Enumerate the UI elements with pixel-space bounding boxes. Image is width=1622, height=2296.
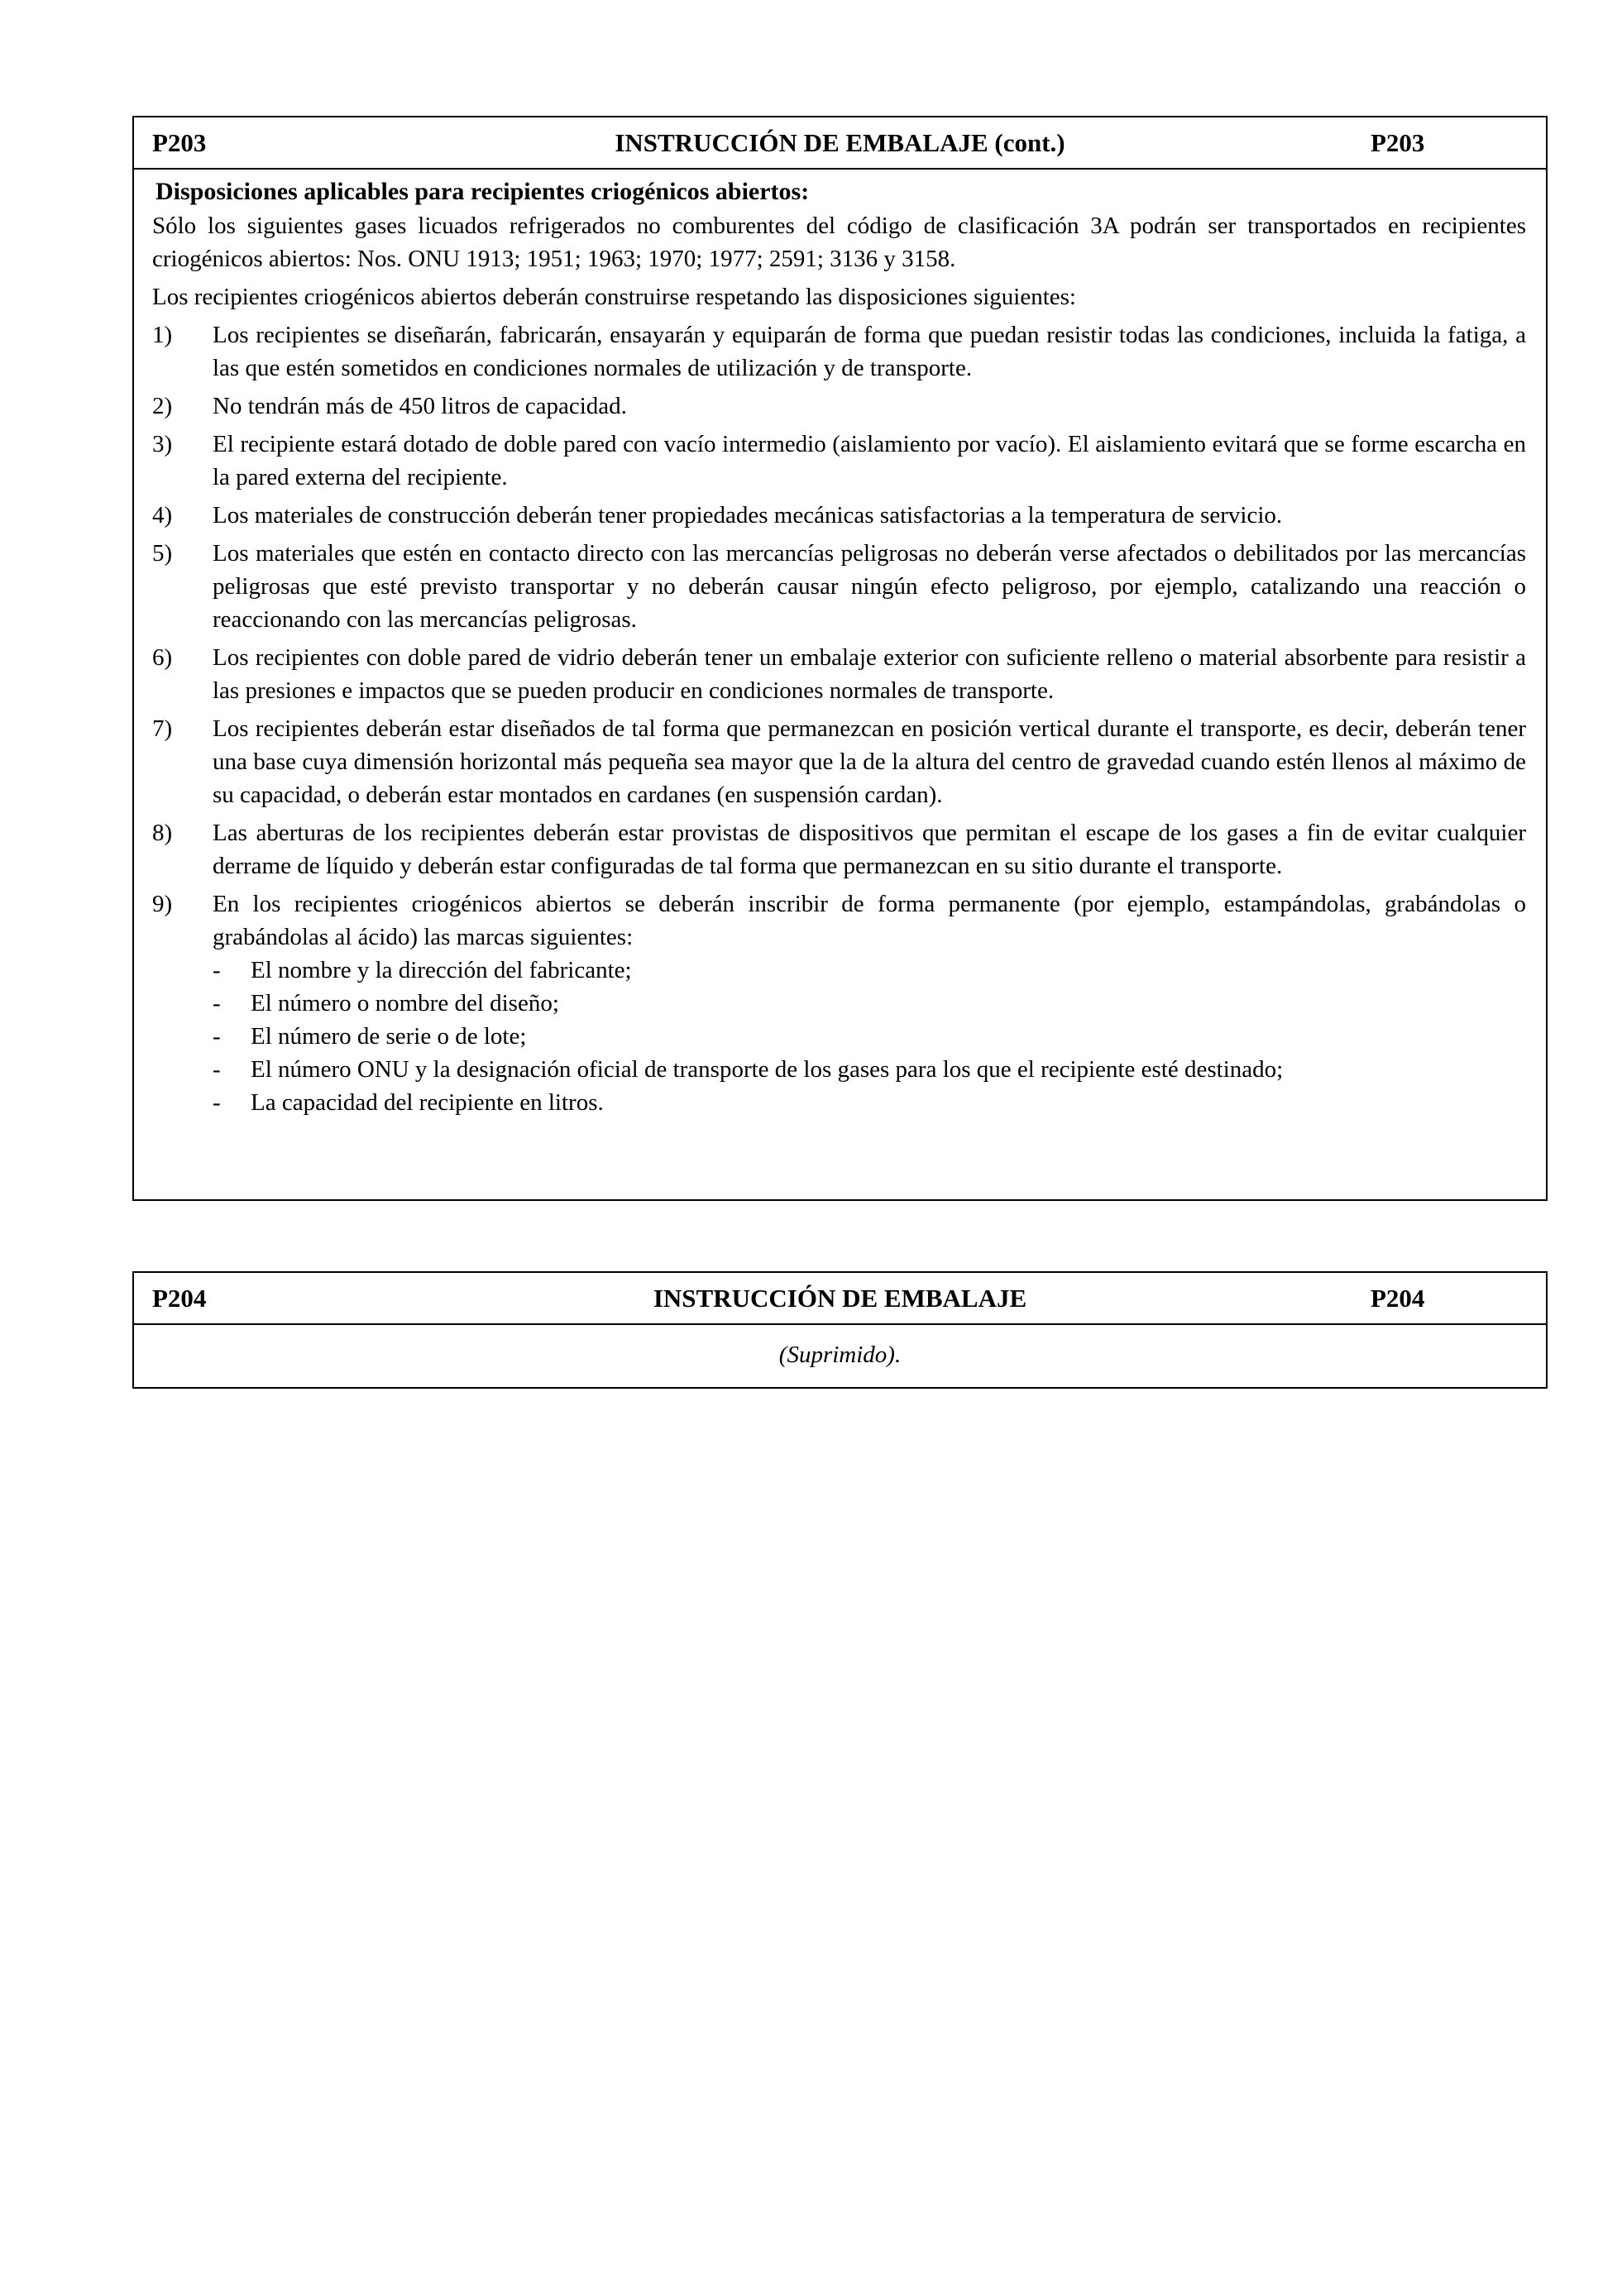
dash-bullet: - — [213, 1056, 221, 1083]
marking-list — [213, 954, 1526, 1119]
numbered-item-7 — [152, 712, 1526, 811]
item-number: 3) — [152, 431, 173, 457]
item-number: 2) — [152, 393, 173, 419]
marking-text: El número o nombre del diseño; — [251, 990, 559, 1016]
item-number: 8) — [152, 820, 173, 846]
p204-body: (Suprimido). — [778, 1342, 902, 1368]
p204-code-right: P204 — [1371, 1284, 1425, 1313]
numbered-item-6 — [152, 641, 1526, 707]
numbered-item-5 — [152, 537, 1526, 636]
marking-text: La capacidad del recipiente en litros. — [251, 1089, 604, 1116]
p203-title: INSTRUCCIÓN DE EMBALAJE (cont.) — [615, 128, 1065, 157]
p203-subheading: Disposiciones aplicables para recipientes criogénicos abiertos: — [156, 178, 810, 205]
item-number: 5) — [152, 540, 173, 567]
p203-content — [134, 170, 1546, 1119]
item-text: Los recipientes deberán estar diseñados de tal forma que permanezcan en posición vertical durante el transporte, es decir, deberán tener una base cuya dimensión horizontal más pequeña sea mayor que la de la altura del centro de gravedad cuando estén llenos al máximo de su capacidad, o deberán estar montados en cardanes (en suspensión cardan). — [213, 715, 1526, 808]
item-text: En los recipientes criogénicos abiertos se deberán inscribir de forma permanente (por ejemplo, estampándolas, grabándolas o grabándolas al ácido) las marcas siguientes: — [213, 891, 1526, 950]
dash-bullet: - — [213, 1023, 221, 1050]
item-text: Los recipientes se diseñarán, fabricarán, ensayarán y equiparán de forma que puedan resistir todas las condiciones, incluida la fatiga, a las que estén sometidos en condiciones normales de utilización y de transporte. — [213, 322, 1526, 381]
p203-code-right: P203 — [1371, 128, 1425, 157]
item-text: No tendrán más de 450 litros de capacidad. — [213, 393, 627, 419]
marking-text: El número ONU y la designación oficial de transporte de los gases para los que el recipiente esté destinado; — [251, 1056, 1284, 1083]
marking-text: El nombre y la dirección del fabricante; — [251, 957, 632, 983]
p204-header — [134, 1273, 1546, 1325]
marking-list-item — [213, 1053, 1526, 1086]
item-text: Los materiales de construcción deberán tener propiedades mecánicas satisfactorias a la temperatura de servicio. — [213, 502, 1283, 529]
p203-intro-paragraph-1: Sólo los siguientes gases licuados refrigerados no comburentes del código de clasificación 3A podrán ser transportados en recipientes criogénicos abiertos: Nos. ONU 1913; 1951; 1963; 1970; 1977; 2591; 3136 y 3158. — [152, 213, 1526, 272]
item-text: El recipiente estará dotado de doble pared con vacío intermedio (aislamiento por vacío). El aislamiento evitará que se forme escarcha en la pared externa del recipiente. — [213, 431, 1526, 490]
marking-list-item — [213, 987, 1526, 1020]
item-text: Las aberturas de los recipientes deberán estar provistas de dispositivos que permitan el escape de los gases a fin de evitar cualquier derrame de líquido y deberán estar configuradas de tal forma que permanezcan en su sitio durante el transporte. — [213, 820, 1526, 879]
item-text: Los recipientes con doble pared de vidrio deberán tener un embalaje exterior con suficiente relleno o material absorbente para resistir a las presiones e impactos que se pueden producir en condiciones normales de transporte. — [213, 644, 1526, 704]
marking-list-item — [213, 1020, 1526, 1053]
numbered-item-1 — [152, 318, 1526, 385]
p203-header — [134, 117, 1546, 170]
p204-code-left: P204 — [152, 1284, 207, 1313]
numbered-item-8 — [152, 816, 1526, 883]
item-text: Los materiales que estén en contacto directo con las mercancías peligrosas no deberán verse afectados o debilitados por las mercancías peligrosas que esté previsto transportar y no deberán causar ningún efecto peligroso, por ejemplo, catalizando una reacción o reaccionando con las mercancías peligrosas. — [213, 540, 1526, 633]
item-number: 7) — [152, 715, 173, 742]
packing-instruction-p203 — [132, 116, 1548, 1201]
p203-code-left: P203 — [152, 128, 207, 157]
numbered-item-9 — [152, 887, 1526, 1119]
marking-text: El número de serie o de lote; — [251, 1023, 527, 1050]
item-body — [213, 887, 1526, 1119]
item-number: 4) — [152, 502, 173, 529]
numbered-item-2 — [152, 390, 1526, 423]
numbered-item-3 — [152, 428, 1526, 494]
item-number: 6) — [152, 644, 173, 671]
dash-bullet: - — [213, 1089, 221, 1116]
dash-bullet: - — [213, 990, 221, 1016]
item-number: 1) — [152, 322, 173, 348]
numbered-item-4 — [152, 499, 1526, 532]
item-number: 9) — [152, 891, 173, 917]
dash-bullet: - — [213, 957, 221, 983]
p203-intro-paragraph-2: Los recipientes criogénicos abiertos deberán construirse respetando las disposiciones siguientes: — [152, 284, 1076, 310]
packing-instruction-p204 — [132, 1271, 1548, 1389]
p204-title: INSTRUCCIÓN DE EMBALAJE — [653, 1284, 1027, 1313]
marking-list-item — [213, 954, 1526, 987]
marking-list-item — [213, 1086, 1526, 1119]
